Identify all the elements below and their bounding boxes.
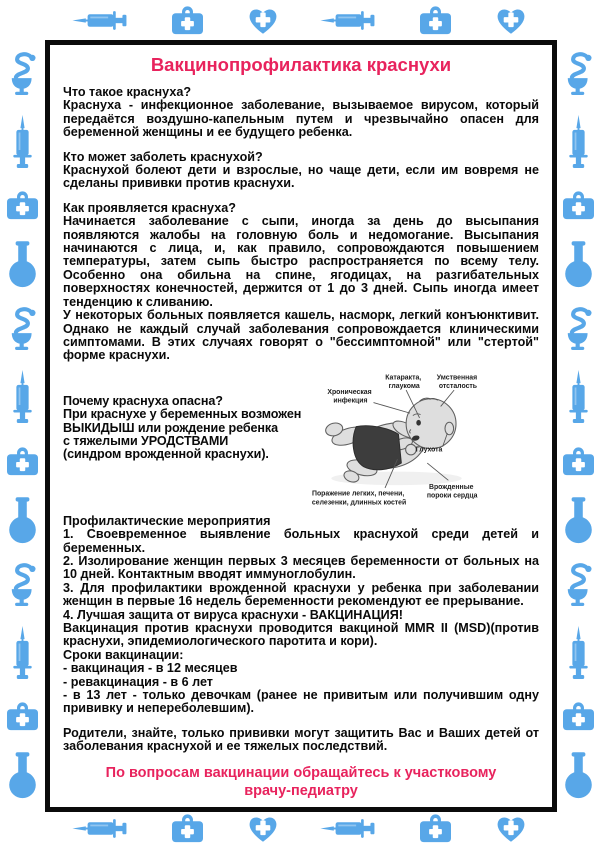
section-how-body2: У некоторых больных появляется кашель, насморк, легкий конъюнктивит. Однако не каждый случай заболевания сопровождается клиническими симптомами. В этих случаях говорят о "бессимптомной" или "стертой" форме краснухи. xyxy=(63,308,539,363)
congenital-rubella-diagram xyxy=(301,369,541,511)
vaccination-schedule xyxy=(63,649,539,716)
section-how-body1: Начинается заболевание с сыпи, иногда за день до высыпания появляются жалобы на головную боль и недомогание. Высыпания начинаются с лица, и, как правило, сопровождаются повышением температуры, затем сыпь быстро распространяется по всему телу. Особенно она обильна на спине, ягодицах, на разгибательных поверхностях конечностей, держится от 1 до 3 дней. Сыпь иногда имеет тенденцию к сливанию. xyxy=(63,214,539,309)
bowl-of-hygieia-icon xyxy=(6,307,39,351)
bowl-of-hygieia-icon xyxy=(6,52,39,96)
decorative-border-left xyxy=(1,42,43,809)
bowl-of-hygieia-icon xyxy=(562,307,595,351)
heart-cross-icon xyxy=(245,4,281,36)
section-who xyxy=(63,151,539,191)
section-why-heading: Почему краснуха опасна? xyxy=(63,393,223,408)
schedule-item: - вакцинация - в 12 месяцев xyxy=(63,661,238,676)
bowl-of-hygieia-icon xyxy=(6,563,39,607)
poster-frame xyxy=(45,40,557,812)
parents-note: Родители, знайте, только прививки могут защитить Вас и Ваших детей от заболевания краснухой и ее тяжелых последствий. xyxy=(63,725,539,754)
section-why-with-diagram xyxy=(63,369,539,511)
footer-line: По вопросам вакцинации обращайтесь к участковому xyxy=(105,764,497,781)
poster-footer xyxy=(63,764,539,800)
decorative-border-top xyxy=(52,2,548,38)
first-aid-kit-icon xyxy=(417,5,454,36)
heart-cross-icon xyxy=(493,4,529,36)
flask-icon xyxy=(7,751,38,799)
section-why xyxy=(63,369,301,511)
syringe-horizontal-icon xyxy=(320,816,378,841)
decorative-border-right xyxy=(557,42,599,809)
first-aid-kit-icon xyxy=(169,5,206,36)
section-what-body: Краснуха - инфекционное заболевание, вызываемое вирусом, который передаётся воздушно-капельным путем и чрезвычайно опасен для беременной женщины и ее будущего ребенка. xyxy=(63,98,539,140)
label-heart-defects: Врожденные пороки сердца xyxy=(427,483,478,500)
first-aid-kit-icon xyxy=(4,446,41,477)
label-mental-retardation: Умственная отсталость xyxy=(437,374,478,390)
first-aid-kit-icon xyxy=(417,813,454,844)
prevention-item: 1. Своевременное выявление больных краснухой среди детей и беременных. xyxy=(63,527,539,555)
syringe-horizontal-icon xyxy=(72,8,130,33)
flask-icon xyxy=(7,240,38,288)
section-prevention xyxy=(63,515,539,716)
first-aid-kit-icon xyxy=(4,701,41,732)
section-prevention-heading: Профилактические мероприятия xyxy=(63,513,271,528)
vaccine-note: Вакцинация против краснухи проводится вакциной MMR II (MSD)(против краснухи, эпидемиологического паротита и кори). xyxy=(63,620,539,649)
syringe-horizontal-icon xyxy=(72,816,130,841)
heart-cross-icon xyxy=(245,812,281,844)
section-why-line: При краснухе у беременных возможен xyxy=(63,407,302,422)
heart-cross-icon xyxy=(493,812,529,844)
baby-diaper xyxy=(353,425,401,469)
label-cataract-glaucoma: Катаракта, глаукома xyxy=(385,374,422,390)
label-deafness: Глухота xyxy=(415,446,443,454)
bowl-of-hygieia-icon xyxy=(562,52,595,96)
syringe-vertical-icon xyxy=(10,626,35,682)
label-organ-damage: Поражение легких, печени, селезенки, длинных костей xyxy=(312,490,407,507)
syringe-vertical-icon xyxy=(10,370,35,426)
decorative-border-bottom xyxy=(52,810,548,846)
schedule-item: - в 13 лет - только девочкам (ранее не привитым или получившим одну прививку и непереболевшим). xyxy=(63,688,539,716)
flask-icon xyxy=(7,496,38,544)
first-aid-kit-icon xyxy=(4,190,41,221)
section-why-line: с тяжелыми УРОДСТВАМИ xyxy=(63,433,229,448)
schedule-item: - ревакцинация - в 6 лет xyxy=(63,674,213,689)
prevention-item: 2. Изолирование женщин первых 3 месяцев беременности от больных на 10 дней. Контактным вводят иммуноглобулин. xyxy=(63,553,539,582)
section-who-heading: Кто может заболеть краснухой? xyxy=(63,149,263,164)
flask-icon xyxy=(563,496,594,544)
section-what-heading: Что такое краснуха? xyxy=(63,85,192,99)
prevention-item: 4. Лучшая защита от вируса краснухи - ВАКЦИНАЦИЯ! xyxy=(63,607,403,622)
section-how xyxy=(63,202,539,363)
flask-icon xyxy=(563,240,594,288)
section-who-body: Краснухой болеют дети и взрослые, но чаще дети, если им вовремя не сделаны прививки против краснухи. xyxy=(63,163,539,191)
section-why-line: (синдром врожденной краснухи). xyxy=(63,447,269,462)
syringe-vertical-icon xyxy=(10,115,35,171)
first-aid-kit-icon xyxy=(560,190,597,221)
poster-title: Вакцинопрофилактика краснухи xyxy=(150,54,452,75)
first-aid-kit-icon xyxy=(169,813,206,844)
footer-line: врачу-педиатру xyxy=(244,782,358,799)
baby-diagram-svg xyxy=(301,369,541,511)
first-aid-kit-icon xyxy=(560,446,597,477)
syringe-horizontal-icon xyxy=(320,8,378,33)
flask-icon xyxy=(563,751,594,799)
label-chronic-infection: Хроническая инфекция xyxy=(327,388,372,405)
syringe-vertical-icon xyxy=(566,626,591,682)
section-what xyxy=(63,86,539,140)
schedule-heading: Сроки вакцинации: xyxy=(63,647,184,662)
prevention-item: 3. Для профилактики врожденной краснухи у ребенка при заболевании женщин в первые 16 недель беременности рекомендуют ее прерывание. xyxy=(63,580,539,609)
first-aid-kit-icon xyxy=(560,701,597,732)
section-why-line: ВЫКИДЫШ или рождение ребенка xyxy=(63,420,279,435)
bowl-of-hygieia-icon xyxy=(562,563,595,607)
syringe-vertical-icon xyxy=(566,115,591,171)
syringe-vertical-icon xyxy=(566,370,591,426)
section-how-heading: Как проявляется краснуха? xyxy=(63,200,236,215)
